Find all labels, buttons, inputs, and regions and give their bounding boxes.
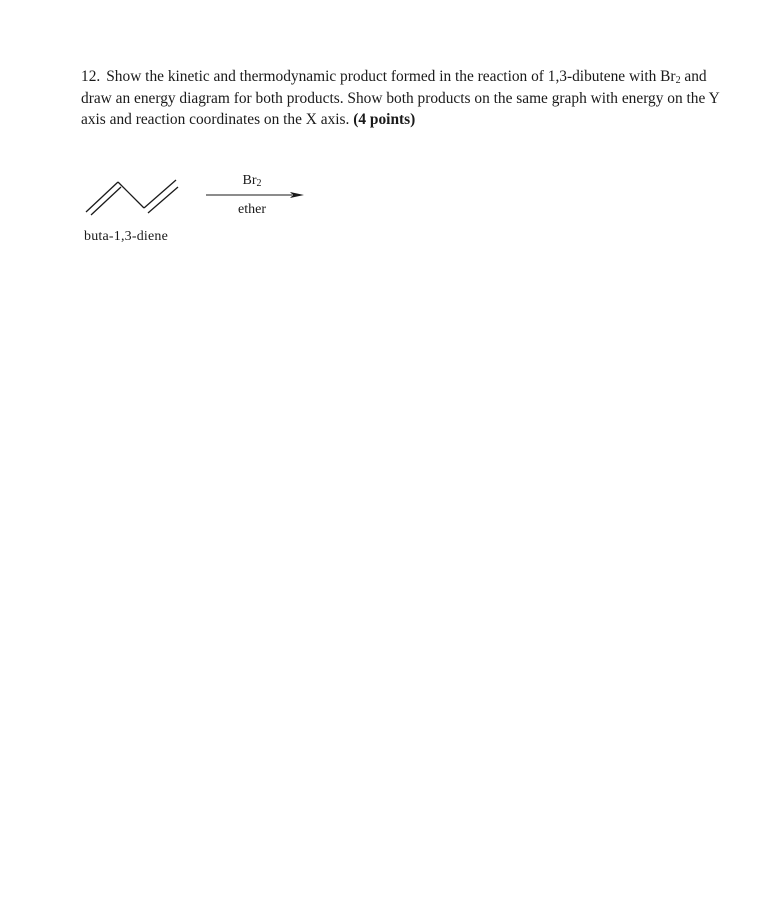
question-text	[81, 66, 721, 131]
butadiene-structure	[84, 178, 180, 218]
reaction-arrow	[206, 189, 306, 201]
question-body-part1: Show the kinetic and thermodynamic product formed in the reaction of 1,3-dibutene with Br	[106, 68, 676, 85]
question-subscript: 2	[675, 75, 681, 86]
reagent-label	[234, 173, 270, 189]
reagent-subscript: 2	[256, 178, 262, 189]
question-number: 12.	[81, 68, 101, 85]
question-body-part2: and draw an energy diagram for both products. Show both products on the same graph with energy on the Y axis and reaction coordinates on the X axis.	[81, 68, 720, 129]
question-points: (4 points)	[353, 111, 416, 129]
reagent-main: Br	[242, 173, 257, 188]
solvent-label: ether	[238, 202, 266, 217]
reactant-name: buta-1,3-diene	[84, 229, 169, 244]
